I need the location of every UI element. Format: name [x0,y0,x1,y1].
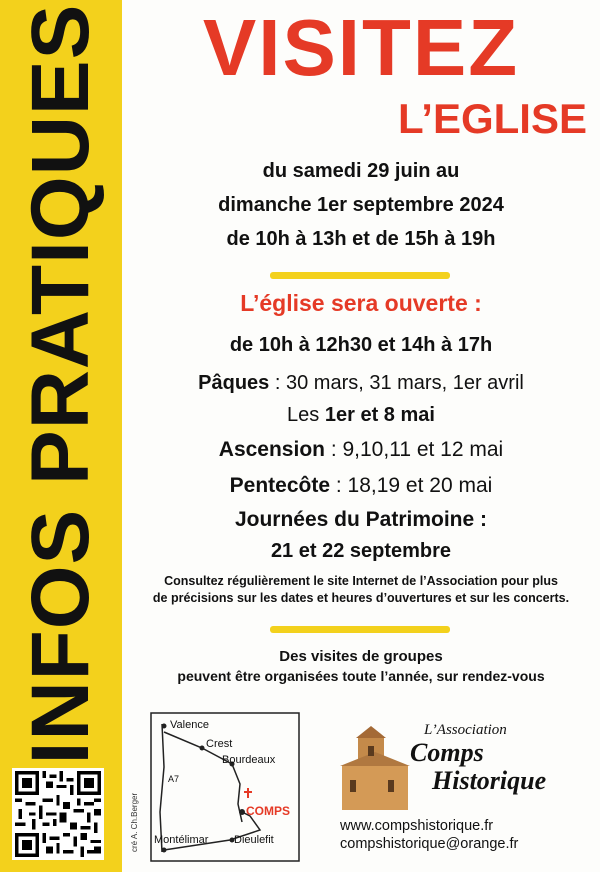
note-line-2: de précisions sur les dates et heures d’ouvertures et sur les concerts. [152,591,570,605]
divider-2 [270,626,450,633]
ascension-label: Ascension [218,438,325,461]
groups-line-1: Des visites de groupes [279,648,443,665]
map-label-bourdeaux: Bourdeaux [222,754,276,766]
ascension-line [122,438,600,462]
mai-prefix: Les [287,404,325,426]
page-subtitle: L’EGLISE [397,95,587,142]
sidebar-title: INFOS PRATIQUES [15,3,106,765]
note-line-1: Consultez régulièrement le site Internet de l’Association pour plus [164,574,558,588]
mai-line [122,404,600,427]
qr-code[interactable] [12,768,104,860]
open-heading: L’église sera ouverte : [240,290,482,316]
association-logo [340,722,590,812]
main-content [122,0,600,872]
paques-line [122,372,600,395]
pentecote-line [122,474,600,498]
map-label-crest: Crest [206,738,233,750]
period-line-1: du samedi 29 juin au [262,160,460,182]
sidebar-band [0,0,122,872]
ascension-dates: : 9,10,11 et 12 mai [324,438,504,461]
patrimoine-label: Journées du Patrimoine : [234,508,488,531]
pentecote-dates: : 18,19 et 20 mai [330,474,493,497]
map-label-a7: A7 [168,774,180,784]
association-name-2: Historique [432,766,547,795]
period-line-2: dimanche 1er septembre 2024 [218,194,504,216]
divider-1 [270,272,450,279]
church-illustration [340,724,410,810]
association-label: L’Association [424,722,507,738]
email-link[interactable]: compshistorique@orange.fr [340,836,519,852]
map-label-montelimar: Montélimar [154,834,209,846]
groups-line-2: peuvent être organisées toute l’année, sur rendez-vous [177,668,545,684]
mai-dates: 1er et 8 mai [324,404,435,426]
association-name-1: Comps [410,738,484,767]
page-title: VISITEZ [202,3,520,92]
paques-label: Pâques [198,372,270,394]
website-link[interactable]: www.compshistorique.fr [340,818,494,834]
location-map [150,712,300,862]
map-label-valence: Valence [170,719,209,731]
pentecote-label: Pentecôte [229,474,331,497]
map-label-dieulefit: Dieulefit [234,834,274,846]
paques-dates: : 30 mars, 31 mars, 1er avril [269,372,524,394]
map-label-comps: COMPS [246,804,291,818]
patrimoine-dates: 21 et 22 septembre [270,540,452,562]
map-credit: cré A. Ch.Berger [130,792,139,852]
open-hours: de 10h à 12h30 et 14h à 17h [229,334,493,356]
period-hours: de 10h à 13h et de 15h à 19h [226,228,496,250]
